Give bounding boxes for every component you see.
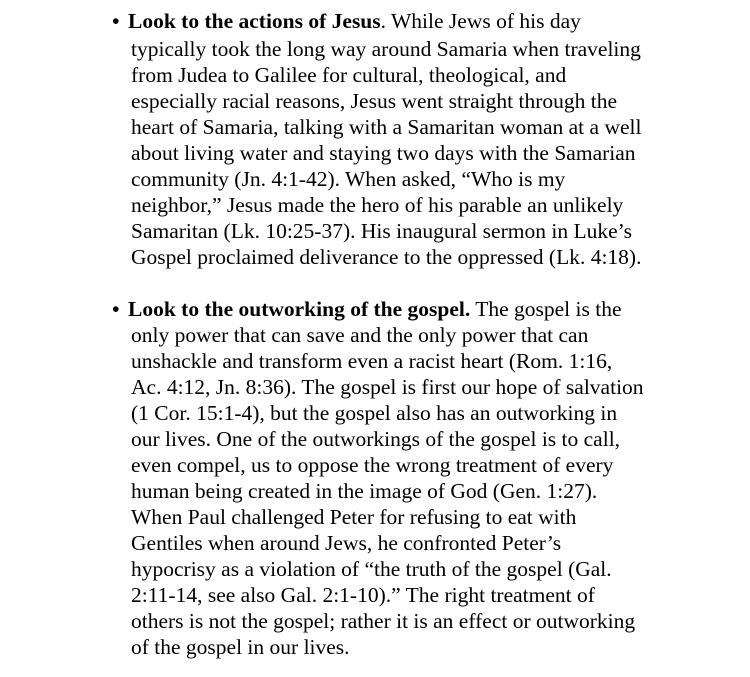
text-line: human being created in the image of God (Gen. 1:27). [131, 479, 598, 503]
text-line: hypocrisy as a violation of “the truth of the gospel (Gal. [131, 557, 612, 581]
text-line: Samaritan (Lk. 10:25-37). His inaugural sermon in Luke’s [131, 219, 632, 243]
text-line: from Judea to Galilee for cultural, theological, and [131, 63, 567, 87]
text-line: especially racial reasons, Jesus went straight through the [131, 89, 617, 113]
text-line: unshackle and transform even a racist heart (Rom. 1:16, [131, 349, 613, 373]
text-line: Gentiles when around Jews, he confronted Peter’s [131, 531, 562, 555]
text-line: our lives. One of the outworkings of the gospel is to call, [131, 427, 621, 451]
text-line: When Paul challenged Peter for refusing to eat with [131, 505, 577, 529]
bullet-marker: • [112, 9, 120, 33]
bullet-heading: Look to the outworking of the gospel. [128, 297, 471, 321]
text-line: neighbor,” Jesus made the hero of his parable an unlikely [131, 193, 624, 217]
text-line: heart of Samaria, talking with a Samaritan woman at a well [131, 115, 642, 139]
text-line: community (Jn. 4:1-42). When asked, “Who is my [131, 167, 566, 191]
text-line: Gospel proclaimed deliverance to the oppressed (Lk. 4:18). [131, 245, 642, 269]
bullet-heading: Look to the actions of Jesus [128, 9, 381, 33]
bullet-first-text: The gospel is the [470, 297, 622, 321]
text-line: Ac. 4:12, Jn. 8:36). The gospel is first our hope of salvation [131, 375, 644, 399]
bullet-marker: • [112, 297, 120, 321]
text-line: even compel, us to oppose the wrong treatment of every [131, 453, 614, 477]
text-line: about living water and staying two days with the Samarian [131, 141, 636, 165]
bullet-first-line [112, 8, 581, 34]
bullet-first-text: . While Jews of his day [380, 9, 581, 33]
text-line: (1 Cor. 15:1-4), but the gospel also has an outworking in [131, 401, 618, 425]
bullet-first-line [112, 296, 622, 322]
text-line: only power that can save and the only power that can [131, 323, 589, 347]
text-line: of the gospel in our lives. [131, 635, 350, 659]
text-line: typically took the long way around Samaria when traveling [131, 37, 641, 61]
text-line: 2:11-14, see also Gal. 2:1-10).” The right treatment of [131, 583, 595, 607]
text-line: others is not the gospel; rather it is an effect or outworking [131, 609, 636, 633]
